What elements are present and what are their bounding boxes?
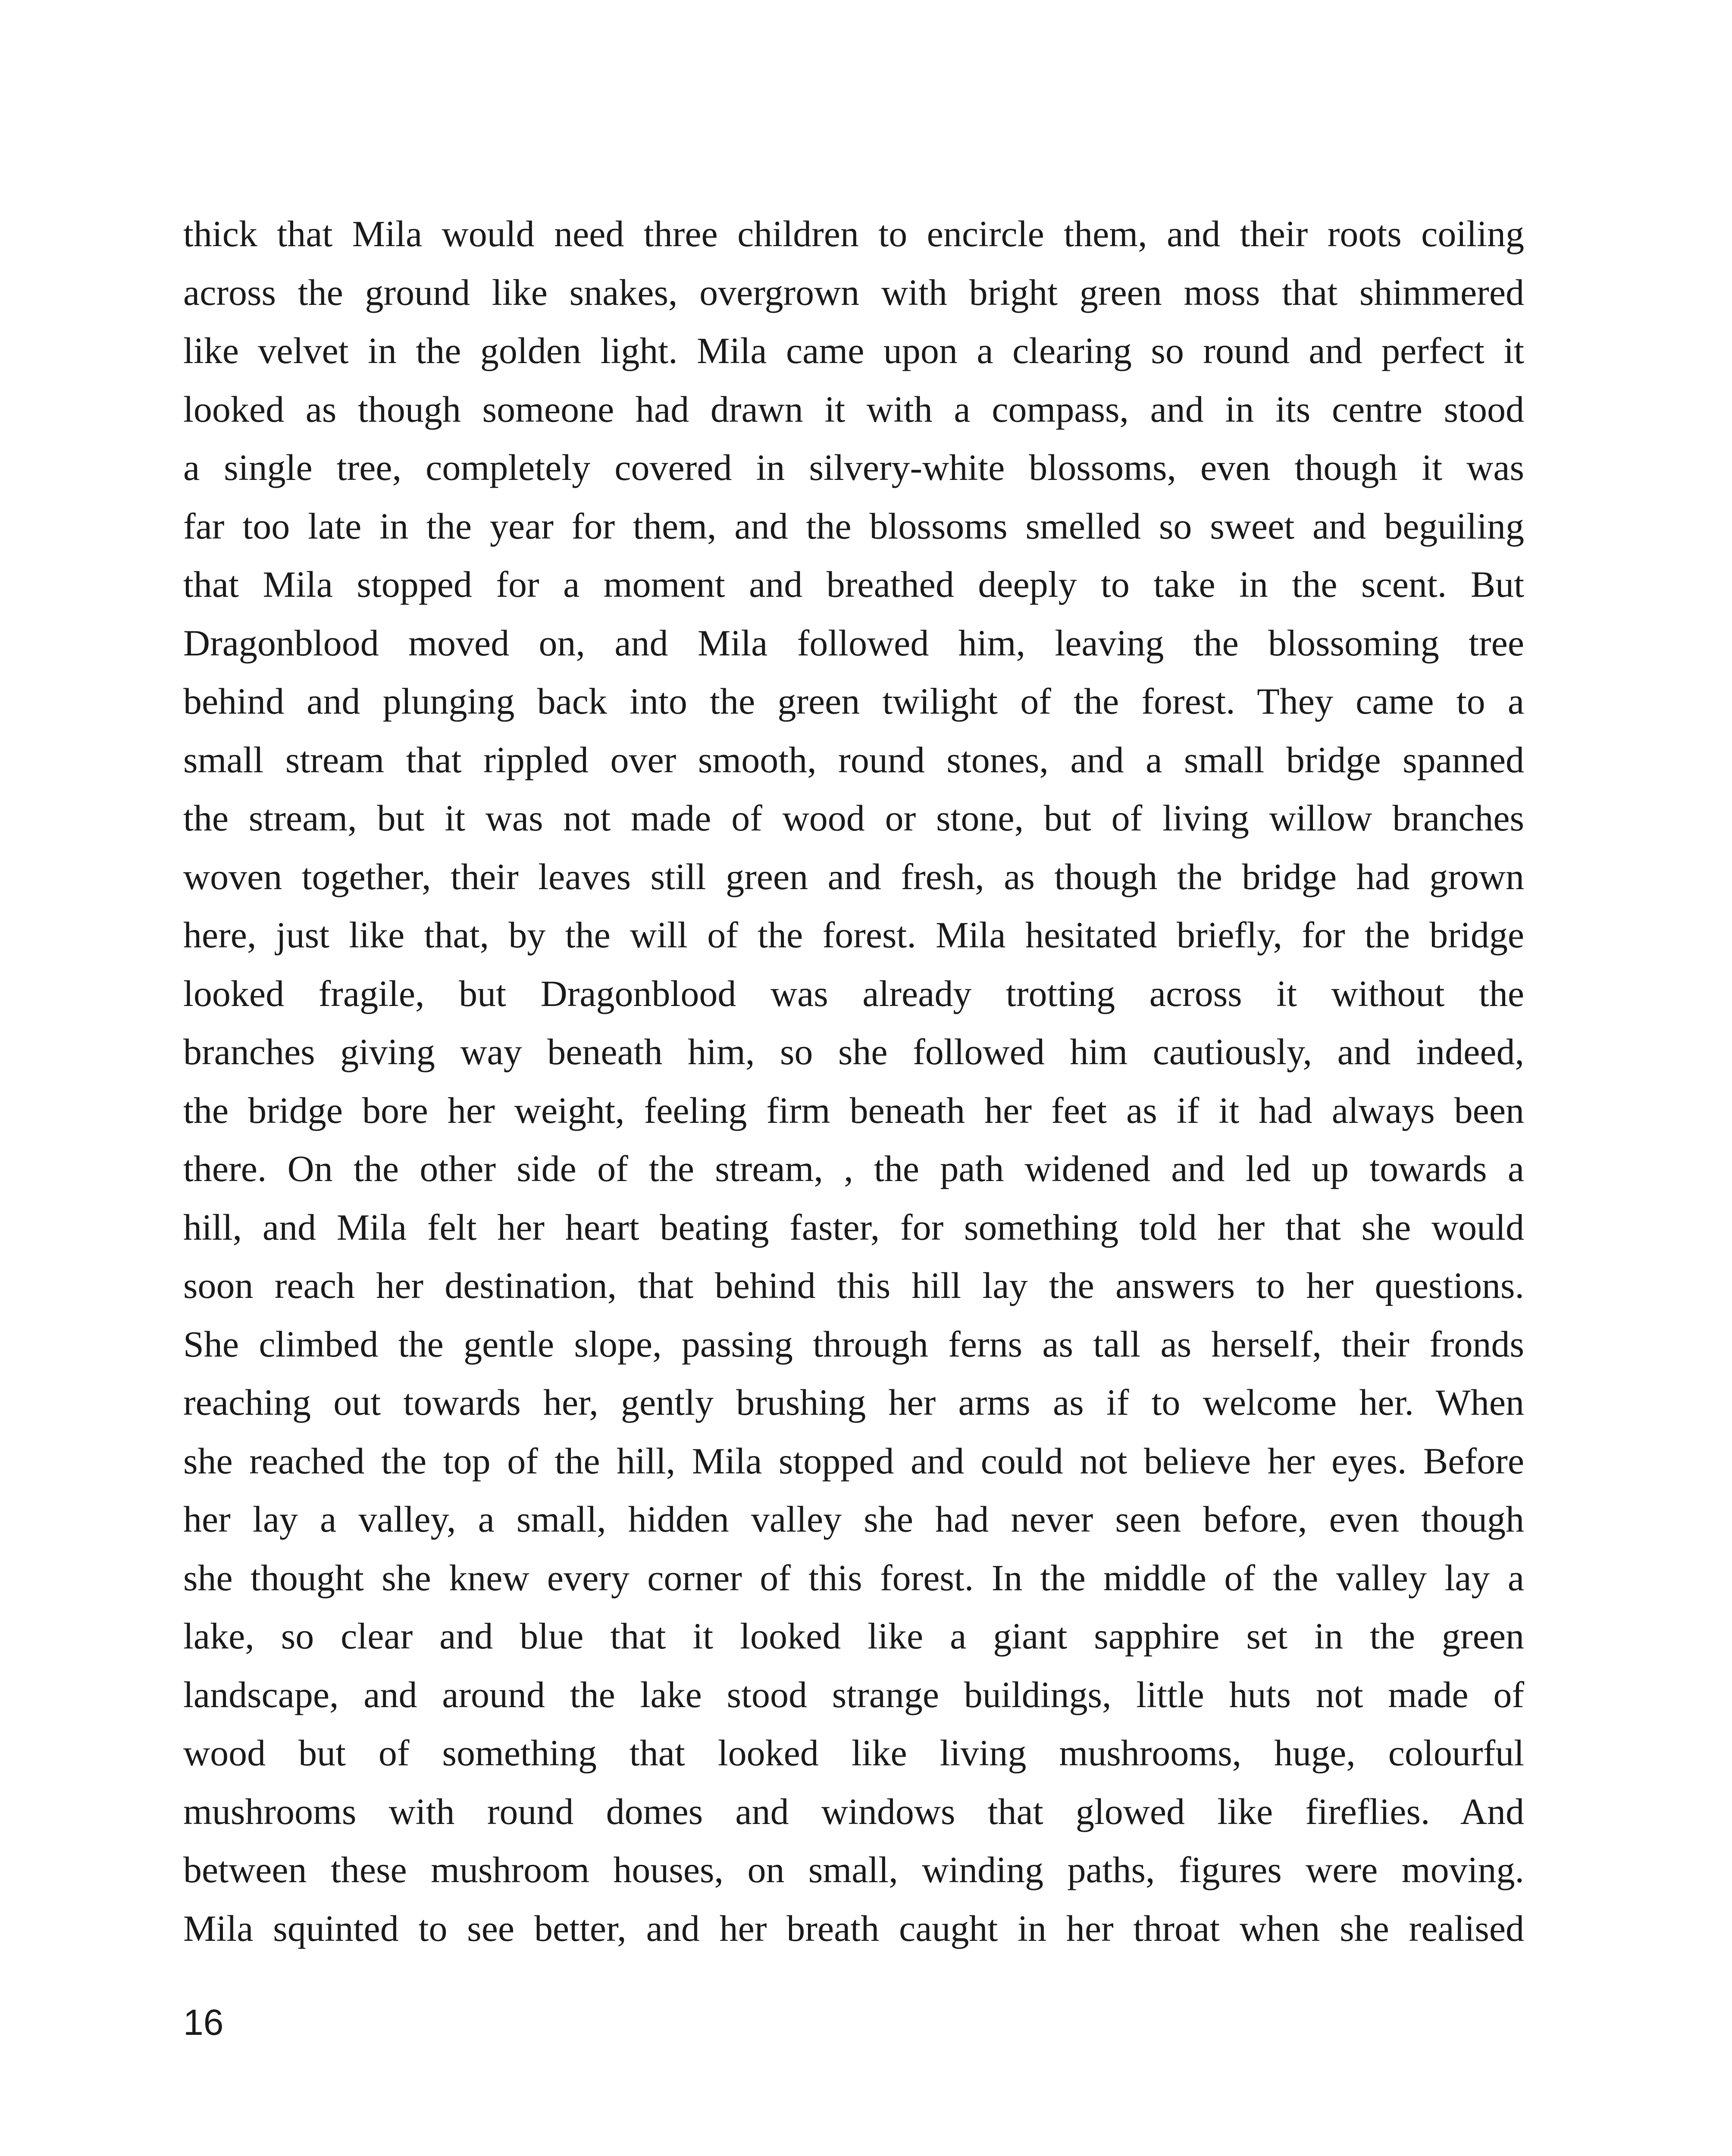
text-line: a single tree, completely covered in silvery-white blossoms, even though it was: [183, 447, 1524, 488]
text-line: behind and plunging back into the green twilight of the forest. They came to a: [183, 680, 1524, 722]
text-line: she reached the top of the hill, Mila stopped and could not believe her eyes. Before: [183, 1440, 1524, 1482]
text-line: hill, and Mila felt her heart beating faster, for something told her that she would: [183, 1206, 1524, 1248]
text-line: woven together, their leaves still green and fresh, as though the bridge had grown: [183, 856, 1524, 897]
text-line: looked as though someone had drawn it with a compass, and in its centre stood: [183, 388, 1524, 430]
text-line: small stream that rippled over smooth, round stones, and a small bridge spanned: [183, 739, 1524, 780]
text-line: reaching out towards her, gently brushing her arms as if to welcome her. When: [183, 1382, 1524, 1423]
text-line: lake, so clear and blue that it looked like a giant sapphire set in the green: [183, 1615, 1524, 1657]
text-line: the bridge bore her weight, feeling firm beneath her feet as if it had always been: [183, 1089, 1524, 1131]
text-line: Mila squinted to see better, and her breath caught in her throat when she realised: [183, 1907, 1524, 1949]
text-line: like velvet in the golden light. Mila came upon a clearing so round and perfect it: [183, 330, 1524, 371]
text-line: here, just like that, by the will of the forest. Mila hesitated briefly, for the bridge: [183, 914, 1524, 956]
text-line: mushrooms with round domes and windows that glowed like fireflies. And: [183, 1790, 1524, 1832]
page-number: 16: [183, 2002, 224, 2043]
text-line: Dragonblood moved on, and Mila followed him, leaving the blossoming tree: [183, 622, 1524, 664]
text-line: her lay a valley, a small, hidden valley she had never seen before, even though: [183, 1498, 1524, 1540]
text-line: She climbed the gentle slope, passing through ferns as tall as herself, their fronds: [183, 1323, 1524, 1365]
text-line: the stream, but it was not made of wood or stone, but of living willow branches: [183, 797, 1524, 839]
text-line: across the ground like snakes, overgrown with bright green moss that shimmered: [183, 271, 1524, 313]
text-line: there. On the other side of the stream, , the path widened and led up towards a: [183, 1148, 1524, 1189]
text-line: that Mila stopped for a moment and breathed deeply to take in the scent. But: [183, 564, 1524, 605]
text-line: between these mushroom houses, on small, winding paths, figures were moving.: [183, 1849, 1524, 1890]
text-line: soon reach her destination, that behind this hill lay the answers to her questions.: [183, 1265, 1524, 1306]
text-line: landscape, and around the lake stood strange buildings, little huts not made of: [183, 1673, 1524, 1715]
text-line: branches giving way beneath him, so she followed him cautiously, and indeed,: [183, 1031, 1524, 1072]
text-line: she thought she knew every corner of this forest. In the middle of the valley lay a: [183, 1557, 1524, 1598]
text-line: looked fragile, but Dragonblood was already trotting across it without the: [183, 972, 1524, 1014]
text-line: wood but of something that looked like living mushrooms, huge, colourful: [183, 1732, 1524, 1774]
text-line: thick that Mila would need three children to encircle them, and their roots coiling: [183, 213, 1524, 254]
text-line: far too late in the year for them, and the blossoms smelled so sweet and beguiling: [183, 505, 1524, 547]
body-text: [183, 205, 1524, 1958]
